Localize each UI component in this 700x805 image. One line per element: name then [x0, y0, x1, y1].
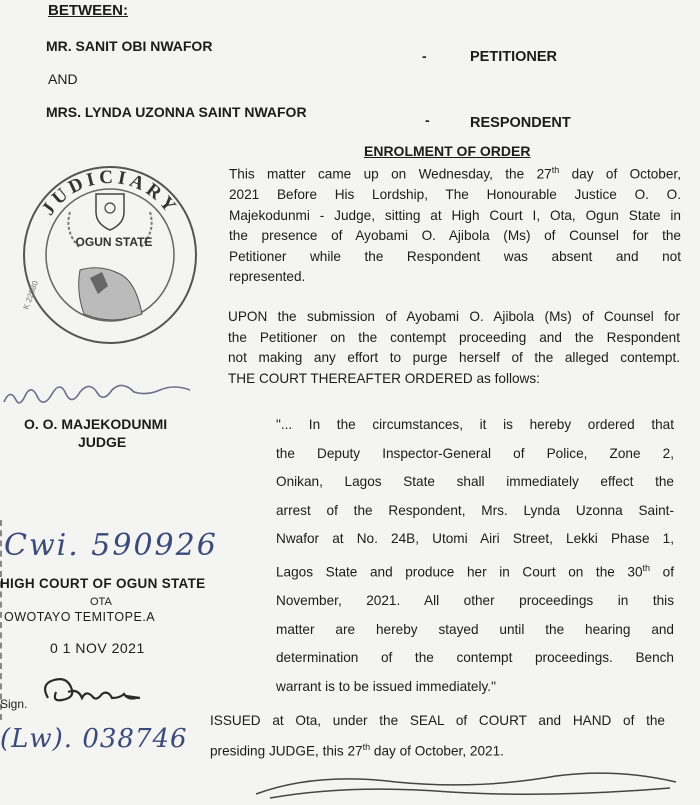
text-line: the Deputy Inspector-General of Police, Zone 2,	[276, 445, 674, 461]
respondent-role: RESPONDENT	[470, 115, 571, 131]
handwritten-number-bottom: (Lw). 038746	[0, 724, 188, 754]
petitioner-name: MR. SANIT OBI NWAFOR	[46, 38, 213, 54]
petitioner-role: PETITIONER	[470, 49, 558, 65]
stamp-city: OTA	[90, 596, 112, 608]
text-line: ISSUED at Ota, under the SEAL of COURT and HAND of the	[210, 713, 665, 728]
text-line: matter are hereby stayed until the hearing and	[276, 621, 674, 637]
stamp-date: 0 1 NOV 2021	[50, 640, 145, 656]
respondent-name: MRS. LYNDA UZONNA SAINT NWAFOR	[46, 104, 307, 120]
text-line: Majekodunmi - Judge, sitting at High Court I, Ota, Ogun State in	[229, 207, 681, 223]
judge-title: JUDGE	[78, 434, 127, 450]
seal-emblem-icon	[10, 160, 220, 350]
text-line: presiding JUDGE, this 27th day of October, 2021.	[210, 742, 504, 759]
text-line: the Petitioner on the contempt proceeding and the Respondent	[228, 329, 680, 345]
svg-text:JUDICIARY	[38, 167, 182, 220]
text-line: determination of the contempt proceedings. Bench	[276, 650, 674, 666]
between-heading: BETWEEN:	[48, 2, 128, 19]
text-line: This matter came up on Wednesday, the 27th day of October,	[229, 165, 681, 182]
court-seal	[10, 160, 220, 350]
paragraph-upon	[228, 307, 680, 389]
signature-scribble-icon	[250, 768, 700, 800]
text-line: the presence of Ayobami O. Ajibola (Ms) of Counsel for the	[229, 228, 681, 244]
document-title: ENROLMENT OF ORDER	[364, 143, 531, 159]
signature-scribble-icon	[28, 672, 168, 712]
judge-signature	[0, 380, 210, 408]
text-line: arrest of the Respondent, Mrs. Lynda Uzonna Saint-	[276, 502, 674, 518]
stamp-officer: OWOTAYO TEMITOPE.A	[4, 610, 156, 624]
and-word: AND	[48, 71, 78, 87]
text-line: not making any effort to purge herself of the alleged contempt.	[228, 350, 680, 365]
stamp-court-name: HIGH COURT OF OGUN STATE	[0, 576, 206, 591]
judge-name: O. O. MAJEKODUNMI	[24, 416, 168, 432]
paragraph-intro	[229, 160, 681, 288]
seal-top-text: JUDICIARY	[37, 166, 183, 220]
dash: -	[422, 48, 427, 64]
bottom-signature	[250, 768, 700, 800]
text-line: Onikan, Lagos State shall immediately effect the	[276, 474, 674, 490]
order-quote	[276, 411, 674, 701]
text-line: "... In the circumstances, it is hereby ordered that	[276, 417, 674, 432]
text-line: Lagos State and produce her in Court on the 30th of	[276, 562, 674, 580]
svg-text:K 22080: K 22080	[21, 279, 41, 311]
text-line: Nwafor at No. 24B, Utomi Airi Street, Lekki Phase 1,	[276, 531, 674, 547]
text-line: UPON the submission of Ayobami O. Ajibola (Ms) of Counsel for	[228, 309, 680, 324]
text-line: represented.	[229, 269, 306, 285]
text-line: Petitioner while the Respondent was absent and not	[229, 248, 681, 264]
registrar-signature	[28, 672, 168, 712]
text-line: November, 2021. All other proceedings in this	[276, 593, 674, 609]
text-line: warrant is to be issued immediately."	[276, 678, 496, 694]
dash: -	[425, 112, 430, 128]
stamp-sign-label: Sign.	[0, 697, 28, 711]
handwritten-number-top: Cwi. 590926	[4, 528, 218, 563]
text-line: THE COURT THEREAFTER ORDERED as follows:	[228, 370, 540, 386]
text-line: 2021 Before His Lordship, The Honourable Justice O. O.	[229, 187, 681, 203]
issued-clause	[210, 708, 665, 765]
signature-scribble-icon	[0, 380, 210, 408]
seal-state-text: OGUN STATE	[75, 235, 153, 249]
